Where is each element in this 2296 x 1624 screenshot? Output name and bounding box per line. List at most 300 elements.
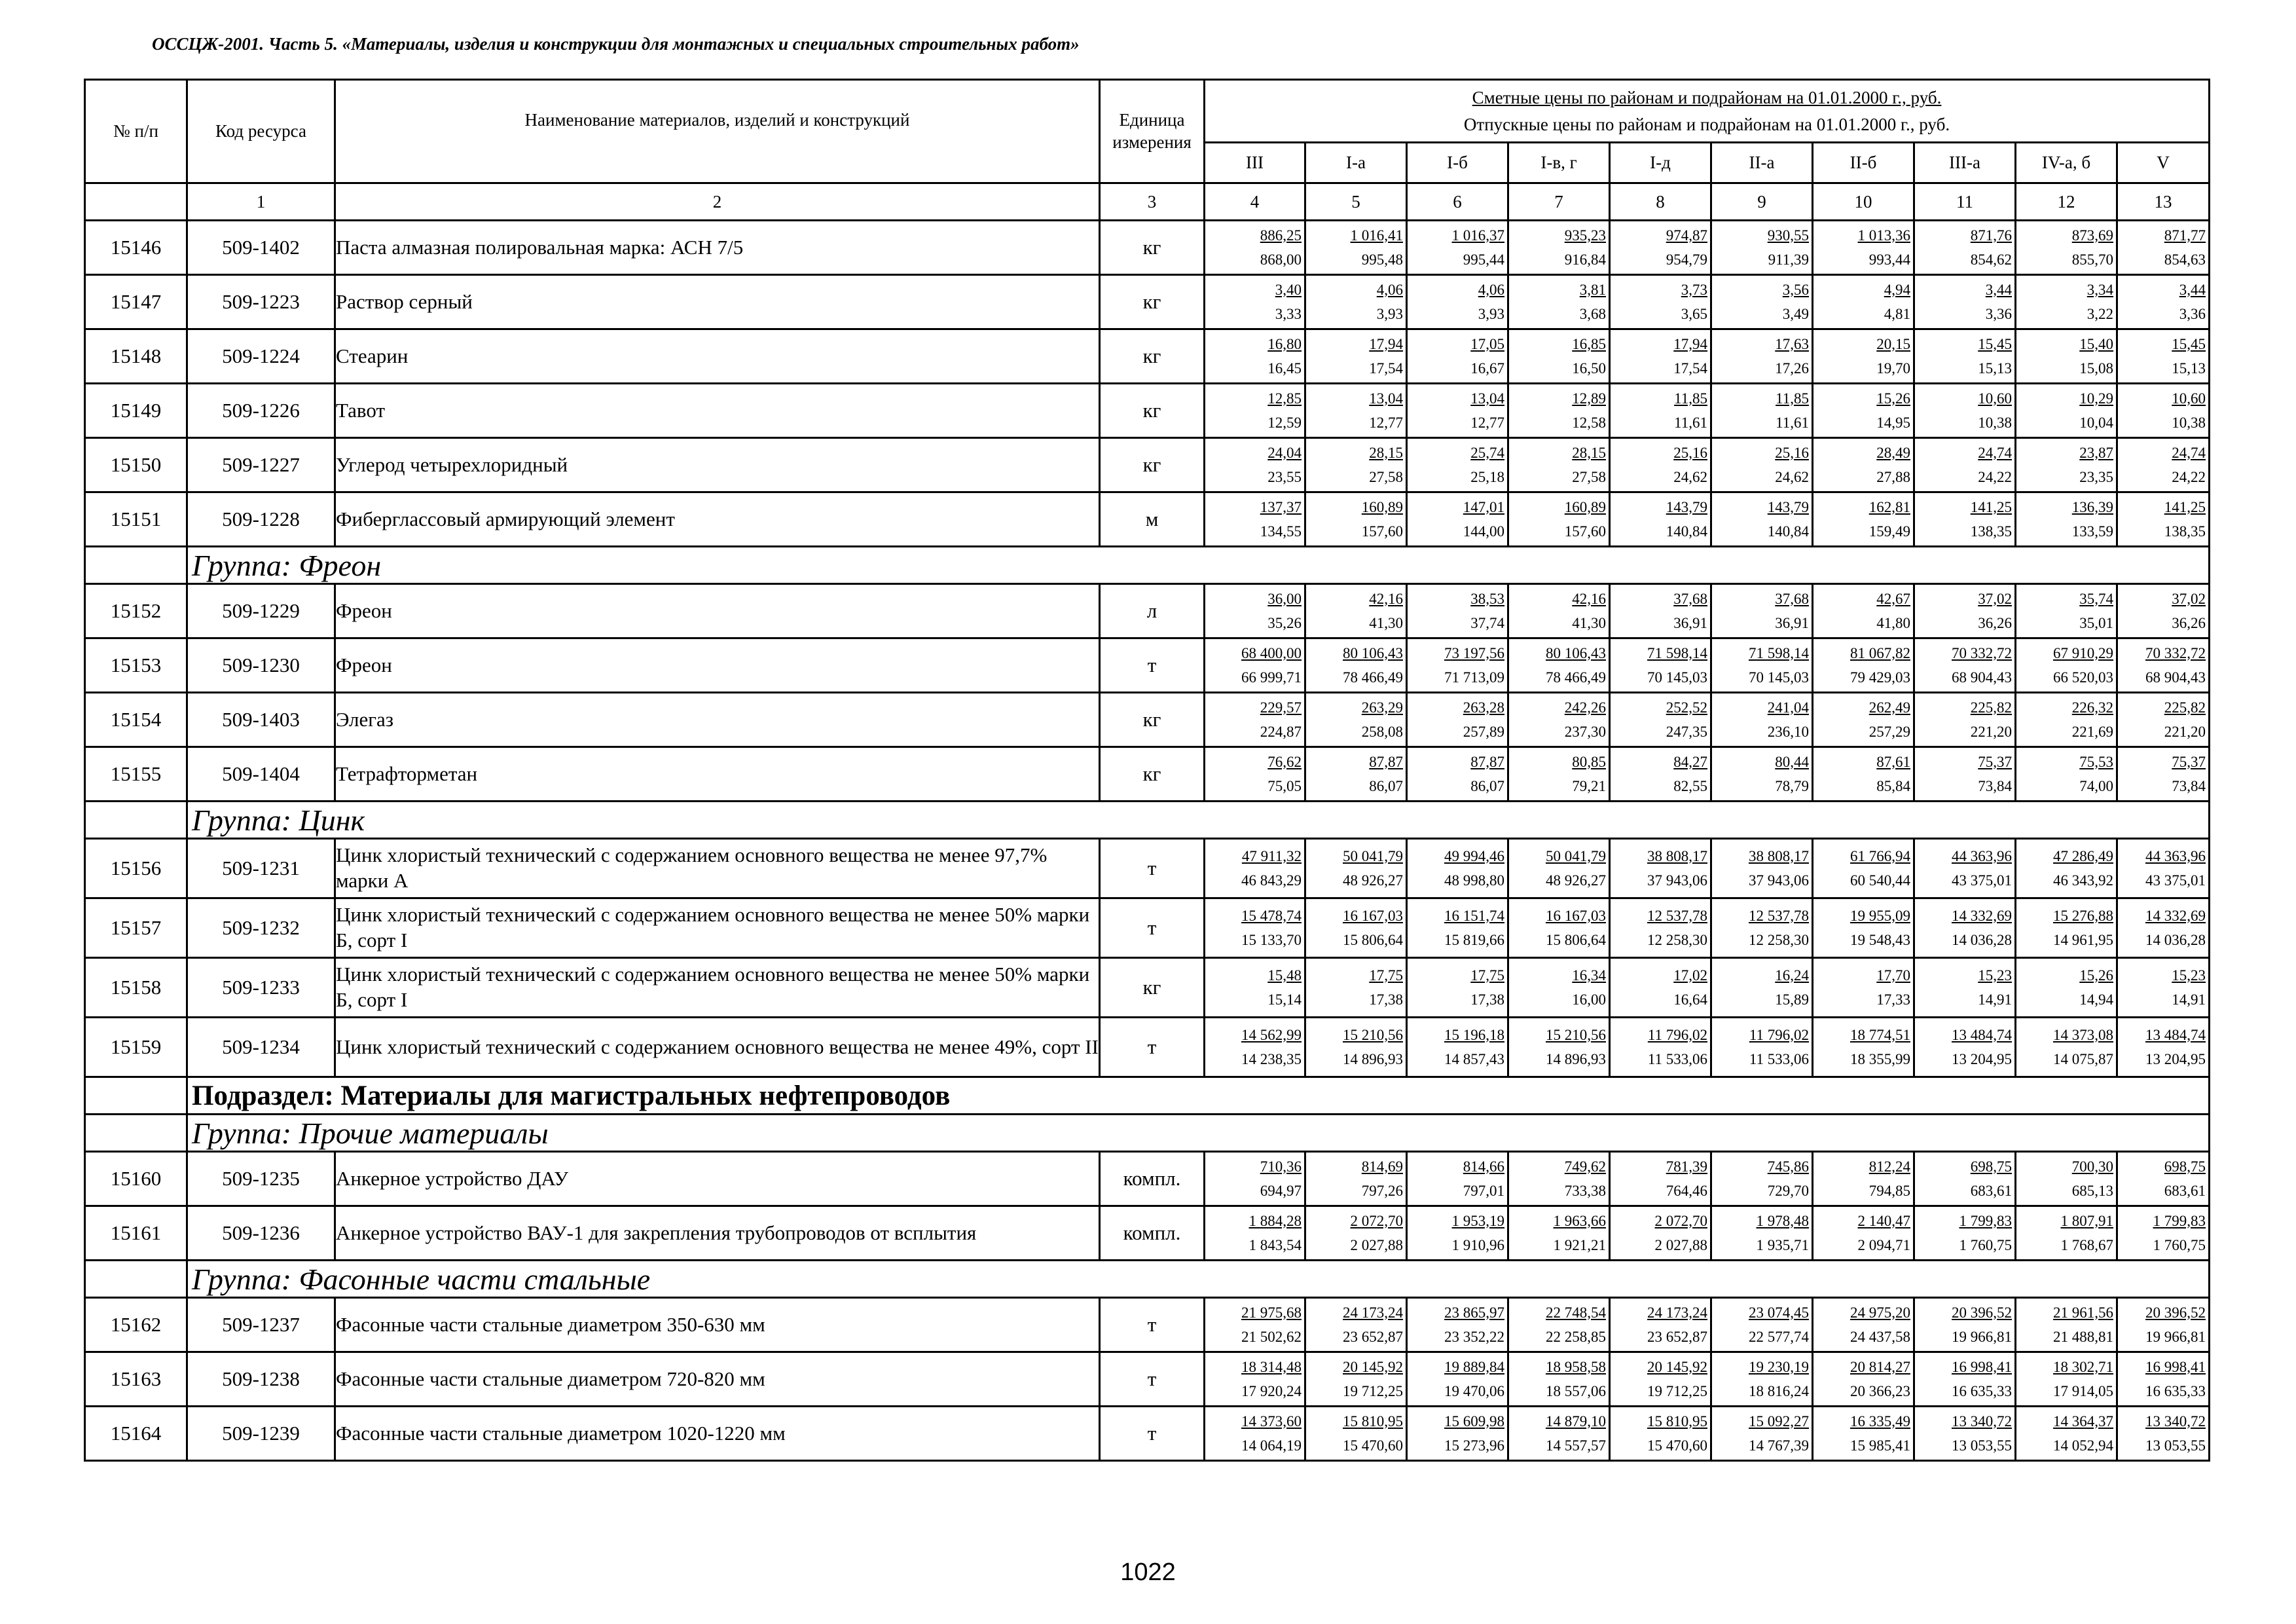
release-price: 3,65 xyxy=(1681,305,1707,322)
estimate-price: 28,15 xyxy=(1572,444,1606,461)
estimate-price: 19 955,09 xyxy=(1850,907,1910,924)
release-price: 82,55 xyxy=(1673,777,1707,794)
price-cell xyxy=(2117,898,2210,958)
group-row xyxy=(85,1115,2210,1152)
estimate-price: 25,16 xyxy=(1775,444,1809,461)
estimate-price: 14 332,69 xyxy=(2145,907,2206,924)
estimate-price: 17,75 xyxy=(1470,967,1504,984)
row-number: 15160 xyxy=(85,1152,187,1206)
price-cell xyxy=(1914,958,2016,1018)
group-row xyxy=(85,802,2210,839)
release-price: 911,39 xyxy=(1768,251,1809,268)
release-price: 15 133,70 xyxy=(1241,931,1302,948)
price-cell xyxy=(2117,638,2210,693)
price-cell xyxy=(1914,693,2016,747)
price-cell xyxy=(1711,329,1813,384)
header-region: I-а xyxy=(1305,143,1407,183)
release-price: 14,91 xyxy=(1978,991,2012,1008)
release-price: 16,45 xyxy=(1267,360,1302,377)
price-cell xyxy=(1508,747,1610,802)
release-price: 13 053,55 xyxy=(2145,1437,2206,1454)
estimate-price: 15,48 xyxy=(1267,967,1302,984)
release-price: 71 713,09 xyxy=(1444,669,1504,686)
price-cell xyxy=(1508,384,1610,438)
release-price: 15,13 xyxy=(1978,360,2012,377)
release-price: 19,70 xyxy=(1876,360,1910,377)
estimate-price: 1 884,28 xyxy=(1248,1212,1302,1229)
header-region: V xyxy=(2117,143,2210,183)
estimate-price: 44 363,96 xyxy=(1952,847,2012,864)
estimate-price: 11,85 xyxy=(1776,390,1809,407)
table-row xyxy=(85,275,2210,329)
release-price: 764,46 xyxy=(1666,1182,1707,1199)
estimate-price: 16,34 xyxy=(1572,967,1606,984)
release-price: 35,01 xyxy=(2079,614,2113,631)
estimate-price: 37,02 xyxy=(1978,590,2012,607)
price-cell xyxy=(1813,584,1914,638)
estimate-price: 76,62 xyxy=(1267,753,1302,770)
price-cell xyxy=(1305,1152,1407,1206)
release-price: 221,20 xyxy=(1970,723,2012,740)
material-name: Углерод четырехлоридный xyxy=(335,438,1100,492)
estimate-price: 262,49 xyxy=(1868,699,1910,716)
estimate-price: 2 072,70 xyxy=(1654,1212,1707,1229)
release-price: 854,63 xyxy=(2164,251,2206,268)
estimate-price: 11 796,02 xyxy=(1647,1026,1707,1043)
price-cell xyxy=(1711,492,1813,547)
release-price: 17,54 xyxy=(1369,360,1403,377)
estimate-price: 12 537,78 xyxy=(1749,907,1809,924)
release-price: 37 943,06 xyxy=(1749,872,1809,889)
release-price: 15,13 xyxy=(2172,360,2206,377)
header-num: № п/п xyxy=(85,80,187,183)
release-price: 13 204,95 xyxy=(2145,1050,2206,1067)
column-number: 9 xyxy=(1711,183,1813,221)
price-cell xyxy=(1205,1152,1305,1206)
unit-of-measure: т xyxy=(1100,1407,1205,1461)
release-price: 140,84 xyxy=(1666,523,1707,540)
release-price: 144,00 xyxy=(1463,523,1504,540)
estimate-price: 3,34 xyxy=(2086,281,2113,298)
estimate-price: 10,60 xyxy=(1978,390,2012,407)
unit-of-measure: кг xyxy=(1100,693,1205,747)
estimate-price: 241,04 xyxy=(1767,699,1809,716)
price-cell xyxy=(1205,329,1305,384)
price-cell xyxy=(1508,1018,1610,1077)
release-price: 729,70 xyxy=(1767,1182,1809,1199)
price-cell xyxy=(1813,898,1914,958)
price-cell xyxy=(1813,1298,1914,1352)
estimate-price: 15,26 xyxy=(2079,967,2113,984)
release-price: 36,26 xyxy=(2172,614,2206,631)
price-cell xyxy=(1914,275,2016,329)
estimate-price: 1 013,36 xyxy=(1857,227,1910,244)
release-price: 11 533,06 xyxy=(1647,1050,1707,1067)
table-row xyxy=(85,1018,2210,1077)
release-price: 236,10 xyxy=(1767,723,1809,740)
price-cell xyxy=(2117,1298,2210,1352)
release-price: 1 921,21 xyxy=(1553,1236,1606,1253)
release-price: 14 238,35 xyxy=(1241,1050,1302,1067)
price-cell xyxy=(1711,1152,1813,1206)
estimate-price: 11 796,02 xyxy=(1749,1026,1809,1043)
price-cell xyxy=(1205,438,1305,492)
release-price: 41,30 xyxy=(1572,614,1606,631)
estimate-price: 44 363,96 xyxy=(2145,847,2206,864)
price-cell xyxy=(1711,1352,1813,1407)
release-price: 78,79 xyxy=(1775,777,1809,794)
price-cell xyxy=(1305,275,1407,329)
release-price: 68 904,43 xyxy=(1952,669,2012,686)
price-cell xyxy=(2016,638,2117,693)
price-cell xyxy=(1508,1298,1610,1352)
price-cell xyxy=(1508,958,1610,1018)
release-price: 15 806,64 xyxy=(1343,931,1403,948)
unit-of-measure: т xyxy=(1100,898,1205,958)
resource-code: 509-1404 xyxy=(187,747,335,802)
release-price: 78 466,49 xyxy=(1546,669,1606,686)
resource-code: 509-1229 xyxy=(187,584,335,638)
release-price: 10,38 xyxy=(1978,414,2012,431)
price-cell xyxy=(1711,384,1813,438)
material-name: Фасонные части стальные диаметром 350-630 мм xyxy=(335,1298,1100,1352)
material-name: Фасонные части стальные диаметром 720-820 мм xyxy=(335,1352,1100,1407)
price-cell xyxy=(2016,1407,2117,1461)
release-price: 60 540,44 xyxy=(1850,872,1910,889)
price-cell xyxy=(1813,1206,1914,1261)
estimate-price: 13 340,72 xyxy=(1952,1412,2012,1430)
estimate-price: 15 092,27 xyxy=(1749,1412,1809,1430)
row-number: 15158 xyxy=(85,958,187,1018)
column-number: 1 xyxy=(187,183,335,221)
estimate-price: 42,16 xyxy=(1572,590,1606,607)
release-price: 73,84 xyxy=(2172,777,2206,794)
release-price: 17 920,24 xyxy=(1241,1382,1302,1399)
estimate-price: 14 373,08 xyxy=(2053,1026,2113,1043)
estimate-price: 15 196,18 xyxy=(1444,1026,1504,1043)
price-cell xyxy=(1813,384,1914,438)
estimate-price: 17,70 xyxy=(1876,967,1910,984)
release-price: 685,13 xyxy=(2071,1182,2113,1199)
resource-code: 509-1236 xyxy=(187,1206,335,1261)
release-price: 18 557,06 xyxy=(1546,1382,1606,1399)
release-price: 85,84 xyxy=(1876,777,1910,794)
price-cell xyxy=(1813,221,1914,275)
estimate-price: 15 810,95 xyxy=(1647,1412,1707,1430)
price-cell xyxy=(1813,438,1914,492)
estimate-price: 15 210,56 xyxy=(1343,1026,1403,1043)
release-price: 19 712,25 xyxy=(1343,1382,1403,1399)
estimate-price: 160,89 xyxy=(1361,498,1403,515)
estimate-price: 814,66 xyxy=(1463,1158,1504,1175)
estimate-price: 143,79 xyxy=(1666,498,1707,515)
release-price: 43 375,01 xyxy=(2145,872,2206,889)
estimate-price: 4,06 xyxy=(1478,281,1504,298)
price-cell xyxy=(2117,1206,2210,1261)
column-number: 4 xyxy=(1205,183,1305,221)
estimate-price: 812,24 xyxy=(1868,1158,1910,1175)
release-price: 22 258,85 xyxy=(1546,1328,1606,1345)
price-cell xyxy=(1407,275,1508,329)
estimate-price: 87,87 xyxy=(1470,753,1504,770)
material-name: Цинк хлористый технический с содержанием основного вещества не менее 97,7% марки А xyxy=(335,839,1100,898)
price-cell xyxy=(1711,1407,1813,1461)
table-row xyxy=(85,221,2210,275)
table-row xyxy=(85,638,2210,693)
price-cell xyxy=(1407,492,1508,547)
release-price: 23 352,22 xyxy=(1444,1328,1504,1345)
estimate-price: 36,00 xyxy=(1267,590,1302,607)
resource-code: 509-1237 xyxy=(187,1298,335,1352)
column-number: 12 xyxy=(2016,183,2117,221)
price-cell xyxy=(1305,693,1407,747)
material-name: Фасонные части стальные диаметром 1020-1220 мм xyxy=(335,1407,1100,1461)
estimate-price: 17,94 xyxy=(1369,335,1403,352)
estimate-price: 873,69 xyxy=(2071,227,2113,244)
row-number: 15155 xyxy=(85,747,187,802)
price-cell xyxy=(1205,1206,1305,1261)
price-cell xyxy=(1610,584,1711,638)
estimate-price: 3,44 xyxy=(1985,281,2012,298)
price-cell xyxy=(1610,329,1711,384)
release-price: 12 258,30 xyxy=(1749,931,1809,948)
release-price: 854,62 xyxy=(1970,251,2012,268)
price-cell xyxy=(1813,1152,1914,1206)
estimate-price: 24,04 xyxy=(1267,444,1302,461)
unit-of-measure: кг xyxy=(1100,747,1205,802)
price-cell xyxy=(1610,438,1711,492)
price-cell xyxy=(2016,1352,2117,1407)
estimate-price: 263,28 xyxy=(1463,699,1504,716)
estimate-price: 21 961,56 xyxy=(2053,1304,2113,1321)
price-cell xyxy=(1305,747,1407,802)
release-price: 868,00 xyxy=(1260,251,1302,268)
estimate-price: 24 173,24 xyxy=(1647,1304,1707,1321)
price-cell xyxy=(1914,438,2016,492)
price-cell xyxy=(2016,329,2117,384)
estimate-price: 17,94 xyxy=(1673,335,1707,352)
column-number: 7 xyxy=(1508,183,1610,221)
estimate-price: 225,82 xyxy=(2164,699,2206,716)
price-cell xyxy=(1610,693,1711,747)
price-cell xyxy=(1205,275,1305,329)
release-price: 17 914,05 xyxy=(2053,1382,2113,1399)
table-row xyxy=(85,747,2210,802)
row-number: 15161 xyxy=(85,1206,187,1261)
header-region: II-а xyxy=(1711,143,1813,183)
release-price: 954,79 xyxy=(1666,251,1707,268)
material-name: Фреон xyxy=(335,584,1100,638)
price-cell xyxy=(1305,492,1407,547)
estimate-price: 141,25 xyxy=(1970,498,2012,515)
estimate-price: 14 373,60 xyxy=(1241,1412,1302,1430)
release-price: 1 760,75 xyxy=(2153,1236,2206,1253)
release-price: 134,55 xyxy=(1260,523,1302,540)
estimate-price: 68 400,00 xyxy=(1241,644,1302,661)
estimate-price: 18 774,51 xyxy=(1850,1026,1910,1043)
estimate-price: 24,74 xyxy=(1978,444,2012,461)
release-price: 24,22 xyxy=(2172,468,2206,485)
unit-of-measure: компл. xyxy=(1100,1152,1205,1206)
release-price: 797,01 xyxy=(1463,1182,1504,1199)
release-price: 794,85 xyxy=(1868,1182,1910,1199)
release-price: 79,21 xyxy=(1572,777,1606,794)
estimate-price: 18 314,48 xyxy=(1241,1358,1302,1375)
unit-of-measure: т xyxy=(1100,638,1205,693)
prices-title: Сметные цены по районам и подрайонам на 01.01.2000 г., руб. xyxy=(1472,88,1942,107)
estimate-price: 1 807,91 xyxy=(2060,1212,2113,1229)
estimate-price: 19 889,84 xyxy=(1444,1358,1504,1375)
price-cell xyxy=(1305,584,1407,638)
release-price: 14 036,28 xyxy=(2145,931,2206,948)
estimate-price: 15 609,98 xyxy=(1444,1412,1504,1430)
price-cell xyxy=(1305,898,1407,958)
row-number: 15146 xyxy=(85,221,187,275)
release-price: 14 896,93 xyxy=(1546,1050,1606,1067)
release-price: 257,29 xyxy=(1868,723,1910,740)
price-cell xyxy=(1711,958,1813,1018)
price-cell xyxy=(1305,221,1407,275)
price-cell xyxy=(1813,1407,1914,1461)
row-number: 15151 xyxy=(85,492,187,547)
estimate-price: 21 975,68 xyxy=(1241,1304,1302,1321)
price-cell xyxy=(2117,384,2210,438)
release-price: 3,36 xyxy=(1985,305,2012,322)
release-price: 19 548,43 xyxy=(1850,931,1910,948)
estimate-price: 24 975,20 xyxy=(1850,1304,1910,1321)
release-price: 15,08 xyxy=(2079,360,2113,377)
row-number: 15147 xyxy=(85,275,187,329)
price-cell xyxy=(1305,1352,1407,1407)
price-cell xyxy=(1205,584,1305,638)
resource-code: 509-1233 xyxy=(187,958,335,1018)
price-cell xyxy=(1914,898,2016,958)
release-price: 14,95 xyxy=(1876,414,1910,431)
price-cell xyxy=(1407,693,1508,747)
row-number: 15164 xyxy=(85,1407,187,1461)
price-cell xyxy=(1813,693,1914,747)
price-cell xyxy=(1914,1206,2016,1261)
price-cell xyxy=(1914,638,2016,693)
group-title: Группа: Прочие материалы xyxy=(187,1115,2210,1152)
row-number: 15153 xyxy=(85,638,187,693)
price-cell xyxy=(2016,275,2117,329)
estimate-price: 698,75 xyxy=(2164,1158,2206,1175)
price-cell xyxy=(1407,1018,1508,1077)
price-cell xyxy=(1711,584,1813,638)
estimate-price: 930,55 xyxy=(1767,227,1809,244)
price-cell xyxy=(1407,1152,1508,1206)
release-price: 995,48 xyxy=(1361,251,1403,268)
price-cell xyxy=(1205,638,1305,693)
estimate-price: 35,74 xyxy=(2079,590,2113,607)
release-price: 22 577,74 xyxy=(1749,1328,1809,1345)
price-table xyxy=(84,79,2210,1462)
estimate-price: 10,29 xyxy=(2079,390,2113,407)
header-region: IV-а, б xyxy=(2016,143,2117,183)
release-price: 16 635,33 xyxy=(2145,1382,2206,1399)
price-cell xyxy=(1508,438,1610,492)
resource-code: 509-1238 xyxy=(187,1352,335,1407)
release-price: 19 966,81 xyxy=(2145,1328,2206,1345)
column-number: 11 xyxy=(1914,183,2016,221)
release-price: 1 910,96 xyxy=(1451,1236,1504,1253)
estimate-price: 136,39 xyxy=(2071,498,2113,515)
price-cell xyxy=(1407,1352,1508,1407)
release-price: 15 273,96 xyxy=(1444,1437,1504,1454)
release-price: 12,77 xyxy=(1369,414,1403,431)
estimate-price: 1 953,19 xyxy=(1451,1212,1504,1229)
release-price: 46 843,29 xyxy=(1241,872,1302,889)
price-cell xyxy=(1610,1152,1711,1206)
release-price: 221,69 xyxy=(2071,723,2113,740)
release-price: 995,44 xyxy=(1463,251,1504,268)
table-row xyxy=(85,693,2210,747)
price-cell xyxy=(1407,384,1508,438)
material-name: Анкерное устройство ДАУ xyxy=(335,1152,1100,1206)
release-price: 37,74 xyxy=(1470,614,1504,631)
estimate-price: 225,82 xyxy=(1970,699,2012,716)
release-price: 2 094,71 xyxy=(1857,1236,1910,1253)
estimate-price: 698,75 xyxy=(1970,1158,2012,1175)
price-cell xyxy=(2117,584,2210,638)
release-price: 15 470,60 xyxy=(1647,1437,1707,1454)
price-cell xyxy=(1305,438,1407,492)
price-cell xyxy=(2117,1352,2210,1407)
price-cell xyxy=(1610,747,1711,802)
estimate-price: 20 396,52 xyxy=(2145,1304,2206,1321)
row-number: 15156 xyxy=(85,839,187,898)
price-cell xyxy=(1508,275,1610,329)
resource-code: 509-1228 xyxy=(187,492,335,547)
price-cell xyxy=(1305,384,1407,438)
price-cell xyxy=(1305,1018,1407,1077)
estimate-price: 15,23 xyxy=(1978,967,2012,984)
estimate-price: 70 332,72 xyxy=(2145,644,2206,661)
release-price: 24 437,58 xyxy=(1850,1328,1910,1345)
estimate-price: 16 167,03 xyxy=(1546,907,1606,924)
estimate-price: 242,26 xyxy=(1564,699,1606,716)
row-number: 15162 xyxy=(85,1298,187,1352)
release-price: 68 904,43 xyxy=(2145,669,2206,686)
release-price: 16,64 xyxy=(1673,991,1707,1008)
estimate-price: 3,81 xyxy=(1579,281,1606,298)
estimate-price: 81 067,82 xyxy=(1850,644,1910,661)
price-cell xyxy=(1813,275,1914,329)
header-region: II-б xyxy=(1813,143,1914,183)
price-cell xyxy=(1914,1352,2016,1407)
column-number: 3 xyxy=(1100,183,1205,221)
estimate-price: 3,56 xyxy=(1782,281,1809,298)
estimate-price: 17,02 xyxy=(1673,967,1707,984)
estimate-price: 147,01 xyxy=(1463,498,1504,515)
table-row xyxy=(85,1352,2210,1407)
price-cell xyxy=(2016,384,2117,438)
row-number: 15163 xyxy=(85,1352,187,1407)
estimate-price: 20 145,92 xyxy=(1647,1358,1707,1375)
estimate-price: 16 335,49 xyxy=(1850,1412,1910,1430)
release-price: 15 470,60 xyxy=(1343,1437,1403,1454)
release-price: 17,54 xyxy=(1673,360,1707,377)
release-price: 3,68 xyxy=(1579,305,1606,322)
estimate-price: 47 286,49 xyxy=(2053,847,2113,864)
price-cell xyxy=(2016,1206,2117,1261)
estimate-price: 2 072,70 xyxy=(1350,1212,1403,1229)
estimate-price: 781,39 xyxy=(1666,1158,1707,1175)
unit-of-measure: компл. xyxy=(1100,1206,1205,1261)
table-row xyxy=(85,492,2210,547)
estimate-price: 700,30 xyxy=(2071,1158,2113,1175)
